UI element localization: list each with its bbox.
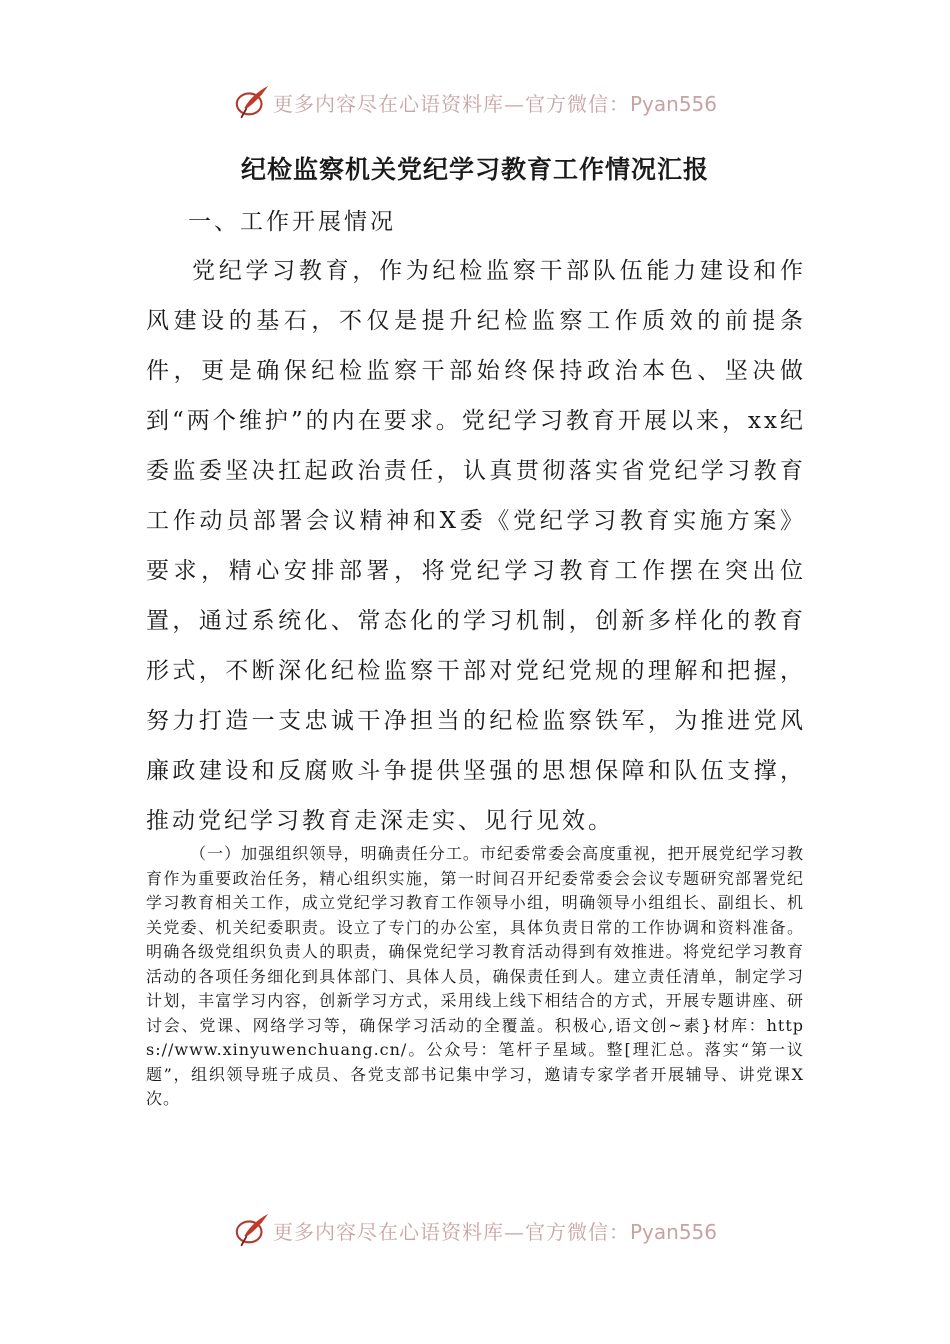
header-watermark — [0, 82, 950, 122]
wechat-id: Pyan556 — [629, 91, 717, 116]
watermark-text: 更多内容尽在心语资料库—官方微信：Pyan556 — [272, 91, 717, 116]
document-title: 纪检监察机关党纪学习教育工作情况汇报 — [240, 155, 709, 184]
quill-pen-logo-icon — [233, 1211, 271, 1249]
intro-paragraph: 党纪学习教育，作为纪检监察干部队伍能力建设和作风建设的基石，不仅是提升纪检监察工作质效的前提条件，更是确保纪检监察干部始终保持政治本色、坚决做到“两个维护”的内在要求。党纪学习教育开展以来，xx纪委监委坚决扛起政治责任，认真贯彻落实省党纪学习教育工作动员部署会议精神和X委《党纪学习教育实施方案》要求，精心安排部署，将党纪学习教育工作摆在突出位置，通过系统化、常态化的学习机制，创新多样化的教育形式，不断深化纪检监察干部对党纪党规的理解和把握，努力打造一支忠诚干净担当的纪检监察铁军，为推进党风廉政建设和反腐败斗争提供坚强的思想保障和队伍支撑，推动党纪学习教育走深走实、见行见效。 — [146, 258, 806, 834]
wechat-id: Pyan556 — [629, 1219, 717, 1244]
quill-pen-logo-icon — [233, 83, 271, 121]
subsection-paragraph: （一）加强组织领导，明确责任分工。市纪委常委会高度重视，把开展党纪学习教育作为重要政治任务，精心组织实施，第一时间召开纪委常委会会议专题研究部署党纪学习教育相关工作，成立党纪学习教育工作领导小组，明确领导小组组长、副组长、机关党委、机关纪委职责。设立了专门的办公室，具体负责日常的工作协调和资料准备。明确各级党组织负责人的职责，确保党纪学习教育活动得到有效推进。将党纪学习教育活动的各项任务细化到具体部门、具体人员，确保责任到人。建立责任清单，制定学习计划，丰富学习内容，创新学习方式，采用线上线下相结合的方式，开展专题讲座、研讨会、党课、网络学习等，确保学习活动的全覆盖。积极心,语文创~素}材库：https://www.xinyuwenchuang.cn/。公众号：笔杆子星域。整[理汇总。落实“第一议题”，组织领导班子成员、各党支部书记集中学习，邀请专家学者开展辅导、讲党课X次。 — [146, 844, 804, 1108]
watermark-text: 更多内容尽在心语资料库—官方微信：Pyan556 — [272, 1219, 717, 1244]
footer-watermark — [0, 1210, 950, 1250]
section-heading: 一、工作开展情况 — [188, 209, 396, 235]
